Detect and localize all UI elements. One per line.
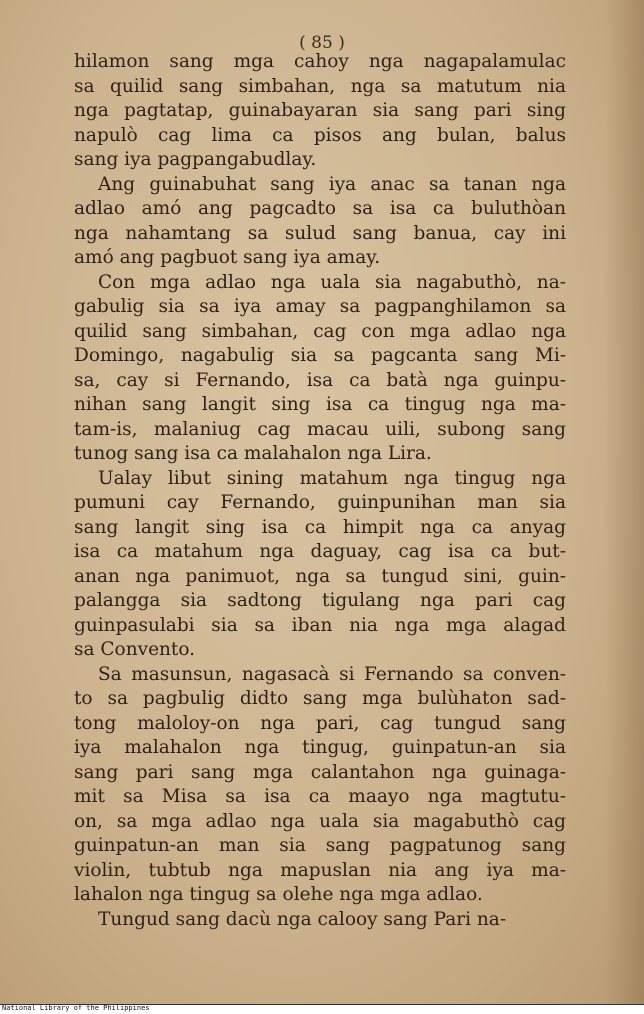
text-line: Tungud sang dacù nga calooy sang Pari na- xyxy=(98,908,507,930)
text-line: adlao amó ang pagcadto sa isa ca buluthòan xyxy=(74,198,566,219)
text-line: Ang guinabuhat sang iya anac sa tanan nga xyxy=(98,173,566,195)
text-line: mit sa Misa sa isa ca maayo nga magtutu- xyxy=(74,786,566,807)
text-line: violin, tubtub nga mapuslan nia ang iya ma- xyxy=(74,859,566,881)
text-line: sa Convento. xyxy=(74,639,196,660)
text-line: Ualay libut sining matahum nga tingug nga xyxy=(98,467,566,489)
text-line: nga pagtatap, guinabayaran sia sang pari sing xyxy=(74,100,566,121)
text-line: quilid sang simbahan, cag con mga adlao nga xyxy=(74,320,566,342)
text-line: tong maloloy-on nga pari, cag tungud sang xyxy=(74,712,566,734)
text-line: tam-is, malaniug cag macau uili, subong sang xyxy=(74,418,566,440)
text-line: napulò cag lima ca pisos ang bulan, balus xyxy=(74,124,566,146)
text-line: Domingo, nagabulig sia sa pagcanta sang Mi- xyxy=(74,345,566,366)
text-line: guinpasulabi sia sa iban nia nga mga alagad xyxy=(74,614,566,636)
text-line: lahalon nga tingug sa olehe nga mga adlao. xyxy=(74,884,483,905)
paragraph xyxy=(74,467,566,663)
text-line: sa, cay si Fernando, isa ca batà nga guinpu- xyxy=(74,369,566,391)
text-line: pumuni cay Fernando, guinpunihan man sia xyxy=(74,492,566,513)
text-line: palangga sia sadtong tigulang nga pari cag xyxy=(74,590,566,611)
text-line: on, sa mga adlao nga uala sia magabuthò cag xyxy=(74,810,566,832)
text-line: tunog sang isa ca malahalon nga Lira. xyxy=(74,443,432,464)
text-line: gabulig sia sa iya amay sa pagpanghilamon sa xyxy=(74,296,566,317)
text-line: Sa masunsun, nagasacà si Fernando sa conven- xyxy=(98,663,566,685)
text-line: anan nga panimuot, nga sa tungud sini, guin- xyxy=(74,565,566,587)
paragraph xyxy=(74,908,566,933)
text-line: to sa pagbulig didto sang mga bulùhaton sad- xyxy=(74,688,566,709)
text-line: amó ang pagbuot sang iya amay. xyxy=(74,247,381,268)
paragraph xyxy=(74,271,566,467)
text-line: isa ca matahum nga daguay, cag isa ca but- xyxy=(74,541,566,562)
text-line: guinpatun-an man sia sang pagpatunog sang xyxy=(74,835,566,856)
text-line: iya malahalon nga tingug, guinpatun-an sia xyxy=(74,737,566,758)
paragraph xyxy=(74,663,566,908)
text-line: sang langit sing isa ca himpit nga ca anyag xyxy=(74,516,566,538)
body-text xyxy=(74,50,566,932)
text-line: nga nahamtang sa sulud sang banua, cay ini xyxy=(74,222,566,244)
text-line: nihan sang langit sing isa ca tingug nga ma- xyxy=(74,394,566,415)
text-line: sang iya pagpangabudlay. xyxy=(74,149,317,170)
text-line: sa quilid sang simbahan, nga sa matutum nia xyxy=(74,75,566,97)
text-line: sang pari sang mga calantahon nga guinaga- xyxy=(74,761,566,783)
paragraph xyxy=(74,173,566,271)
paragraph xyxy=(74,50,566,173)
page-edge-shadow xyxy=(604,0,644,1004)
page-number: ( 85 ) xyxy=(299,33,345,53)
footer-credit: National Library of the Philippines xyxy=(2,1004,150,1012)
text-line: hilamon sang mga cahoy nga nagapalamulac xyxy=(74,51,566,72)
text-line: Con mga adlao nga uala sia nagabuthò, na- xyxy=(98,271,566,293)
